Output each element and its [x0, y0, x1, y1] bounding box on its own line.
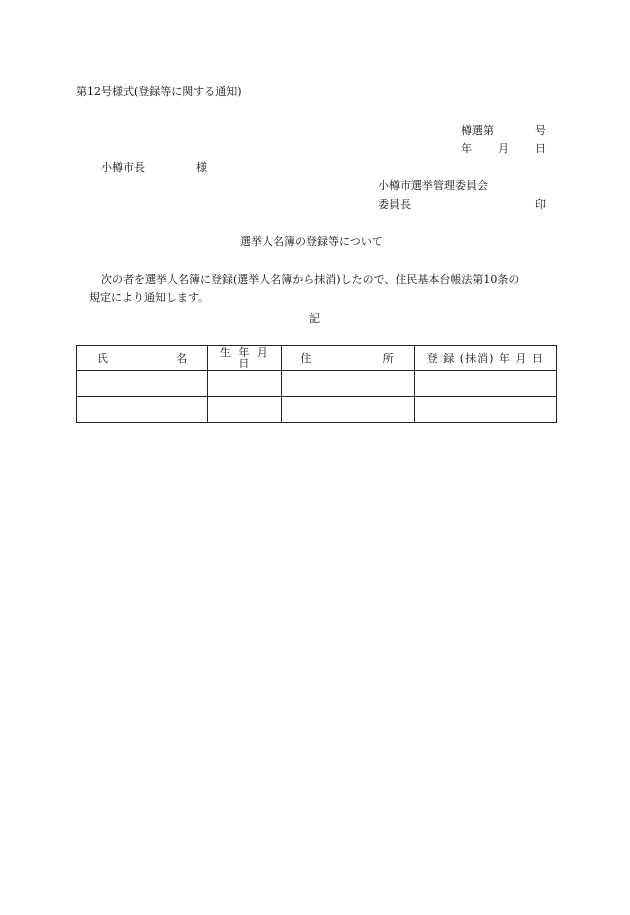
document-subject: 選挙人名簿の登録等について [240, 235, 383, 248]
header-registration-date-label: 登 録 (抹消) 年 月 日 [426, 351, 544, 365]
table-cell-registration-date[interactable] [414, 397, 556, 423]
table-cell-birthdate[interactable] [208, 371, 282, 397]
header-birthdate-label: 生 年 月 日 [219, 346, 270, 370]
table-header-row [77, 346, 557, 371]
sender-organization: 小樽市選挙管理委員会 [378, 179, 488, 192]
addressee-honorific: 様 [196, 161, 207, 174]
table-cell-birthdate[interactable] [208, 397, 282, 423]
header-address [282, 346, 414, 371]
seal-mark: 印 [535, 198, 546, 211]
body-text-line-1: 次の者を選挙人名簿に登録(選挙人名簿から抹消)したので、住民基本台帳法第10条の [101, 273, 520, 286]
addressee-name: 小樽市長 [101, 161, 145, 174]
header-name-right: 名 [176, 351, 188, 365]
body-text-line-2: 規定により通知します。 [89, 291, 210, 304]
header-birthdate [208, 346, 282, 371]
ki-heading: 記 [309, 312, 320, 325]
date-year-label: 年 [461, 142, 472, 155]
table-cell-address[interactable] [282, 397, 414, 423]
date-month-label: 月 [498, 142, 509, 155]
date-day-label: 日 [535, 142, 546, 155]
table-cell-registration-date[interactable] [414, 371, 556, 397]
table-row [77, 397, 557, 423]
header-registration-date [414, 346, 556, 371]
table-cell-address[interactable] [282, 371, 414, 397]
header-name [77, 346, 208, 371]
document-number-suffix: 号 [535, 124, 546, 137]
table-row [77, 371, 557, 397]
document-number-prefix: 樽選第 [461, 124, 494, 137]
registration-table [76, 345, 557, 423]
table-cell-name[interactable] [77, 371, 208, 397]
sender-title: 委員長 [378, 198, 411, 211]
table-cell-name[interactable] [77, 397, 208, 423]
header-address-left: 住 [300, 351, 312, 365]
header-name-left: 氏 [97, 351, 108, 365]
header-address-right: 所 [382, 351, 394, 365]
form-title: 第12号様式(登録等に関する通知) [76, 85, 242, 98]
